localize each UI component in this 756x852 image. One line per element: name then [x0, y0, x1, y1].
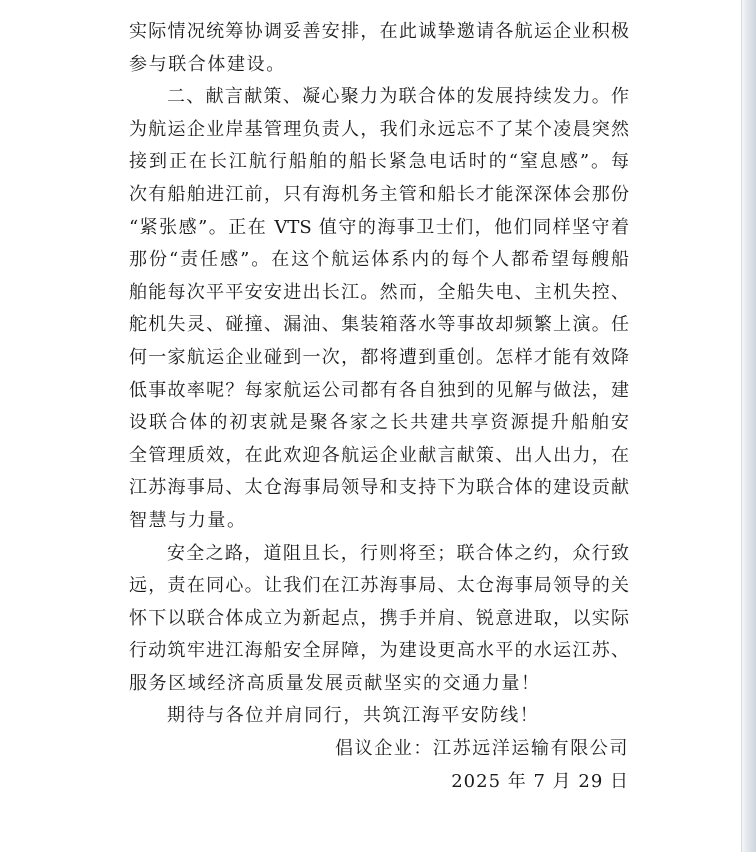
text-line: 舵机失灵、碰撞、漏油、集装箱落水等事故却频繁上演。任 — [129, 314, 629, 336]
date-line: 2025 年 7 月 29 日 — [451, 770, 629, 792]
text-line: 安全之路，道阻且长，行则将至；联合体之约，众行致 — [167, 542, 629, 564]
text-line: 全管理质效，在此欢迎各航运企业献言献策、出人出力，在 — [129, 444, 629, 466]
signature-line: 倡议企业：江苏远洋运输有限公司 — [335, 738, 629, 760]
text-line: “紧张感”。正在 VTS 值守的海事卫士们，他们同样坚守着 — [129, 216, 629, 238]
text-line: 参与联合体建设。 — [129, 53, 286, 75]
text-line: 远，责在同心。让我们在江苏海事局、太仓海事局领导的关 — [129, 575, 629, 597]
text-line: 低事故率呢？每家航运公司都有各自独到的见解与做法，建 — [129, 379, 629, 401]
text-line: 接到正在长江航行船舶的船长紧急电话时的“窒息感”。每 — [129, 151, 629, 173]
text-line: 舶能每次平平安安进出长江。然而，全船失电、主机失控、 — [129, 281, 629, 303]
text-line: 行动筑牢进江海船安全屏障，为建设更高水平的水运江苏、 — [129, 640, 629, 662]
text-line: 江苏海事局、太仓海事局领导和支持下为联合体的建设贡献 — [129, 477, 629, 499]
text-line: 智慧与力量。 — [129, 509, 247, 531]
text-line: 设联合体的初衷就是聚各家之长共建共享资源提升船舶安 — [129, 412, 629, 434]
paragraph-heading-line: 二、献言献策、凝心聚力为联合体的发展持续发力。作 — [167, 86, 629, 108]
text-line: 次有船舶进江前，只有海机务主管和船长才能深深体会那份 — [129, 183, 629, 205]
text-line: 那份“责任感”。在这个航运体系内的每个人都希望每艘船 — [129, 249, 629, 271]
text-line: 为航运企业岸基管理负责人，我们永远忘不了某个凌晨突然 — [129, 118, 629, 140]
text-line: 怀下以联合体成立为新起点，携手并肩、锐意进取，以实际 — [129, 607, 629, 629]
closing-line: 期待与各位并肩同行，共筑江海平安防线！ — [167, 705, 540, 727]
text-line: 实际情况统筹协调妥善安排，在此诚挚邀请各航运企业积极 — [129, 21, 629, 42]
text-line: 何一家航运企业碰到一次，都将遭到重创。怎样才能有效降 — [129, 346, 629, 368]
text-line: 服务区域经济高质量发展贡献坚实的交通力量！ — [129, 672, 541, 694]
document-body — [129, 16, 629, 798]
page-edge — [741, 0, 756, 852]
